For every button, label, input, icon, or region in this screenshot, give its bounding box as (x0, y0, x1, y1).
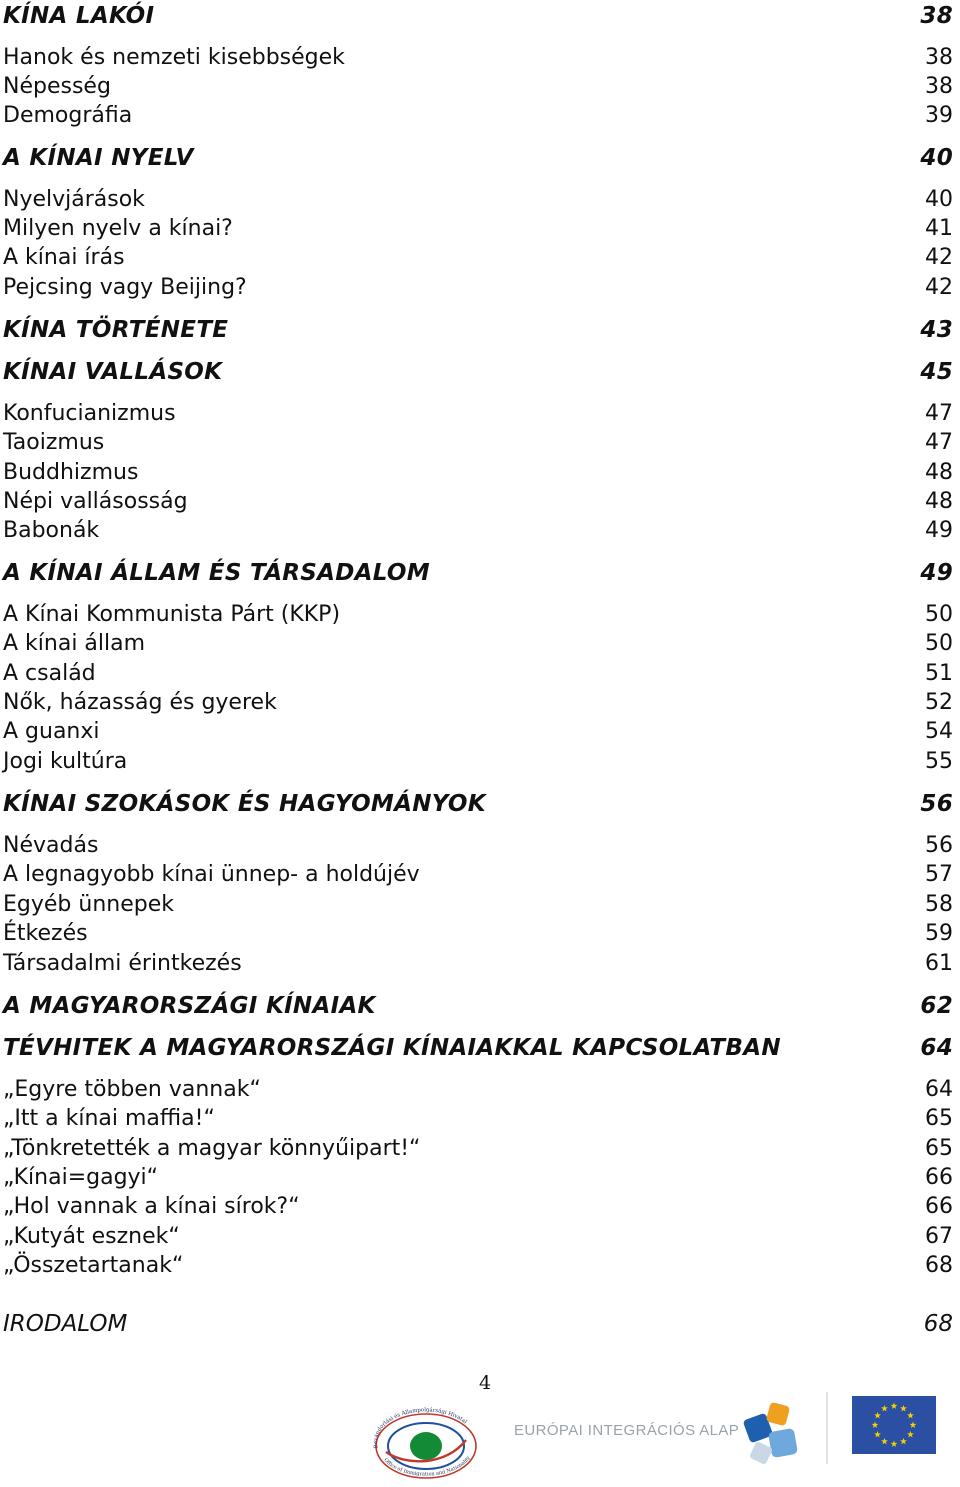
toc-page-number: 55 (925, 749, 953, 774)
toc-title: A kínai írás (3, 245, 125, 270)
toc-entry (3, 1077, 953, 1102)
toc-title: Babonák (3, 518, 100, 543)
toc-title: Nyelvjárások (3, 187, 145, 212)
toc-entry (3, 430, 953, 455)
toc-section-heading (3, 317, 953, 343)
toc-section-heading (3, 1311, 953, 1337)
toc-page-number: 38 (925, 45, 953, 70)
toc-title: „Egyre többen vannak“ (3, 1077, 261, 1102)
toc-page-number: 39 (925, 103, 953, 128)
toc-entry (3, 661, 953, 686)
toc-page-number: 52 (925, 690, 953, 715)
toc-page-number: 48 (925, 460, 953, 485)
toc-section-heading (3, 560, 953, 586)
toc-entry (3, 892, 953, 917)
toc-entry (3, 216, 953, 241)
toc-page-number: 65 (925, 1106, 953, 1131)
toc-section-heading (3, 791, 953, 817)
toc-title: Demográfia (3, 103, 133, 128)
toc-entry (3, 921, 953, 946)
toc-page-number: 38 (920, 3, 953, 29)
toc-entry (3, 690, 953, 715)
toc-title: „Összetartanak“ (3, 1253, 184, 1278)
toc-page-number: 64 (925, 1077, 953, 1102)
toc-section-heading (3, 3, 953, 29)
toc-page-number: 54 (925, 719, 953, 744)
toc-title: KÍNA TÖRTÉNETE (3, 317, 229, 343)
toc-entry (3, 1253, 953, 1278)
toc-title: Étkezés (3, 921, 88, 946)
toc-title: Társadalmi érintkezés (3, 951, 242, 976)
toc-entry (3, 631, 953, 656)
toc-section-heading (3, 993, 953, 1019)
toc-title: TÉVHITEK A MAGYARORSZÁGI KÍNAIAKKAL KAPCSOLATBAN (3, 1035, 781, 1061)
toc-entry (3, 45, 953, 70)
toc-entry (3, 103, 953, 128)
toc-page-number: 61 (925, 951, 953, 976)
toc-entry (3, 1136, 953, 1161)
toc-page-number: 64 (920, 1035, 953, 1061)
toc-page-number: 50 (925, 631, 953, 656)
toc-page-number: 66 (925, 1194, 953, 1219)
toc-title: „Kínai=gagyi“ (3, 1165, 159, 1190)
toc-page-number: 58 (925, 892, 953, 917)
toc-page-number: 48 (925, 489, 953, 514)
logo-divider (826, 1392, 828, 1464)
toc-entry (3, 1165, 953, 1190)
toc-page-number: 65 (925, 1136, 953, 1161)
toc-title: „Itt a kínai maffia!“ (3, 1106, 215, 1131)
toc-page-number: 57 (925, 862, 953, 887)
toc-title: „Tönkretették a magyar könnyűipart!“ (3, 1136, 421, 1161)
fund-cube-logo (738, 1396, 808, 1472)
toc-entry (3, 401, 953, 426)
page-number: 4 (479, 1372, 492, 1394)
toc-page-number: 43 (920, 317, 953, 343)
toc-title: „Hol vannak a kínai sírok?“ (3, 1194, 300, 1219)
toc-page-number: 49 (920, 560, 953, 586)
toc-title: Pejcsing vagy Beijing? (3, 275, 247, 300)
toc-title: Hanok és nemzeti kisebbségek (3, 45, 345, 70)
toc-title: A KÍNAI ÁLLAM ÉS TÁRSADALOM (3, 560, 430, 586)
toc-entry (3, 245, 953, 270)
toc-section-heading (3, 145, 953, 171)
eu-flag-icon (852, 1396, 936, 1454)
toc-title: Konfucianizmus (3, 401, 176, 426)
toc-title: KÍNAI SZOKÁSOK ÉS HAGYOMÁNYOK (3, 791, 486, 817)
fund-label: EURÓPAI INTEGRÁCIÓS ALAP (514, 1422, 740, 1439)
toc-entry (3, 602, 953, 627)
toc-page-number: 56 (920, 791, 953, 817)
toc-entry (3, 951, 953, 976)
toc-page-number: 59 (925, 921, 953, 946)
toc-title: A guanxi (3, 719, 100, 744)
toc-entry (3, 275, 953, 300)
toc-page-number: 42 (925, 275, 953, 300)
toc-title: Buddhizmus (3, 460, 139, 485)
toc-page-number: 62 (920, 993, 953, 1019)
toc-page-number: 41 (925, 216, 953, 241)
toc-page-number: 42 (925, 245, 953, 270)
toc-page-number: 67 (925, 1224, 953, 1249)
toc-page-number: 68 (925, 1253, 953, 1278)
toc-title: KÍNAI VALLÁSOK (3, 359, 223, 385)
toc-title: Taoizmus (3, 430, 105, 455)
toc-section-heading (3, 359, 953, 385)
toc-title: Népi vallásosság (3, 489, 188, 514)
toc-page-number: 49 (925, 518, 953, 543)
toc-entry (3, 749, 953, 774)
toc-page-number: 40 (925, 187, 953, 212)
toc-page-number: 47 (925, 430, 953, 455)
toc-page-number: 40 (920, 145, 953, 171)
toc-title: „Kutyát esznek“ (3, 1224, 180, 1249)
toc-section-heading (3, 1035, 953, 1061)
toc-page-number: 56 (925, 833, 953, 858)
toc-page-number: 66 (925, 1165, 953, 1190)
toc-entry (3, 1194, 953, 1219)
toc-entry (3, 460, 953, 485)
toc-title: A legnagyobb kínai ünnep- a holdújév (3, 862, 420, 887)
toc-title: A család (3, 661, 96, 686)
toc-entry (3, 1106, 953, 1131)
seal-globe (410, 1432, 442, 1460)
toc-title: A kínai állam (3, 631, 146, 656)
toc-entry (3, 489, 953, 514)
toc-title: Milyen nyelv a kínai? (3, 216, 233, 241)
seal-text-top: Bevándorlási és Állampolgársági Hivatal (373, 1407, 468, 1449)
toc-title: IRODALOM (3, 1311, 128, 1337)
toc-page-number: 47 (925, 401, 953, 426)
toc-page-number: 38 (925, 74, 953, 99)
toc-title: Jogi kultúra (3, 749, 128, 774)
toc-title: Egyéb ünnepek (3, 892, 174, 917)
toc-entry (3, 74, 953, 99)
toc-page-number: 51 (925, 661, 953, 686)
seal-text-bottom: Office of Immigration and Nationality (382, 1455, 472, 1478)
toc-page-number: 45 (920, 359, 953, 385)
footer-logos (0, 1380, 960, 1487)
toc-title: A Kínai Kommunista Párt (KKP) (3, 602, 341, 627)
toc-entry (3, 518, 953, 543)
toc-entry (3, 719, 953, 744)
toc-title: Nők, házasság és gyerek (3, 690, 277, 715)
toc-entry (3, 187, 953, 212)
toc-title: Népesség (3, 74, 111, 99)
toc-page-number: 50 (925, 602, 953, 627)
toc-title: A MAGYARORSZÁGI KÍNAIAK (3, 993, 376, 1019)
toc-title: KÍNA LAKÓI (3, 3, 155, 29)
toc-page-number: 68 (923, 1311, 953, 1337)
toc-entry (3, 862, 953, 887)
office-seal-logo (366, 1396, 486, 1486)
toc-entry (3, 833, 953, 858)
toc-title: Névadás (3, 833, 99, 858)
toc-title: A KÍNAI NYELV (3, 145, 194, 171)
toc-entry (3, 1224, 953, 1249)
